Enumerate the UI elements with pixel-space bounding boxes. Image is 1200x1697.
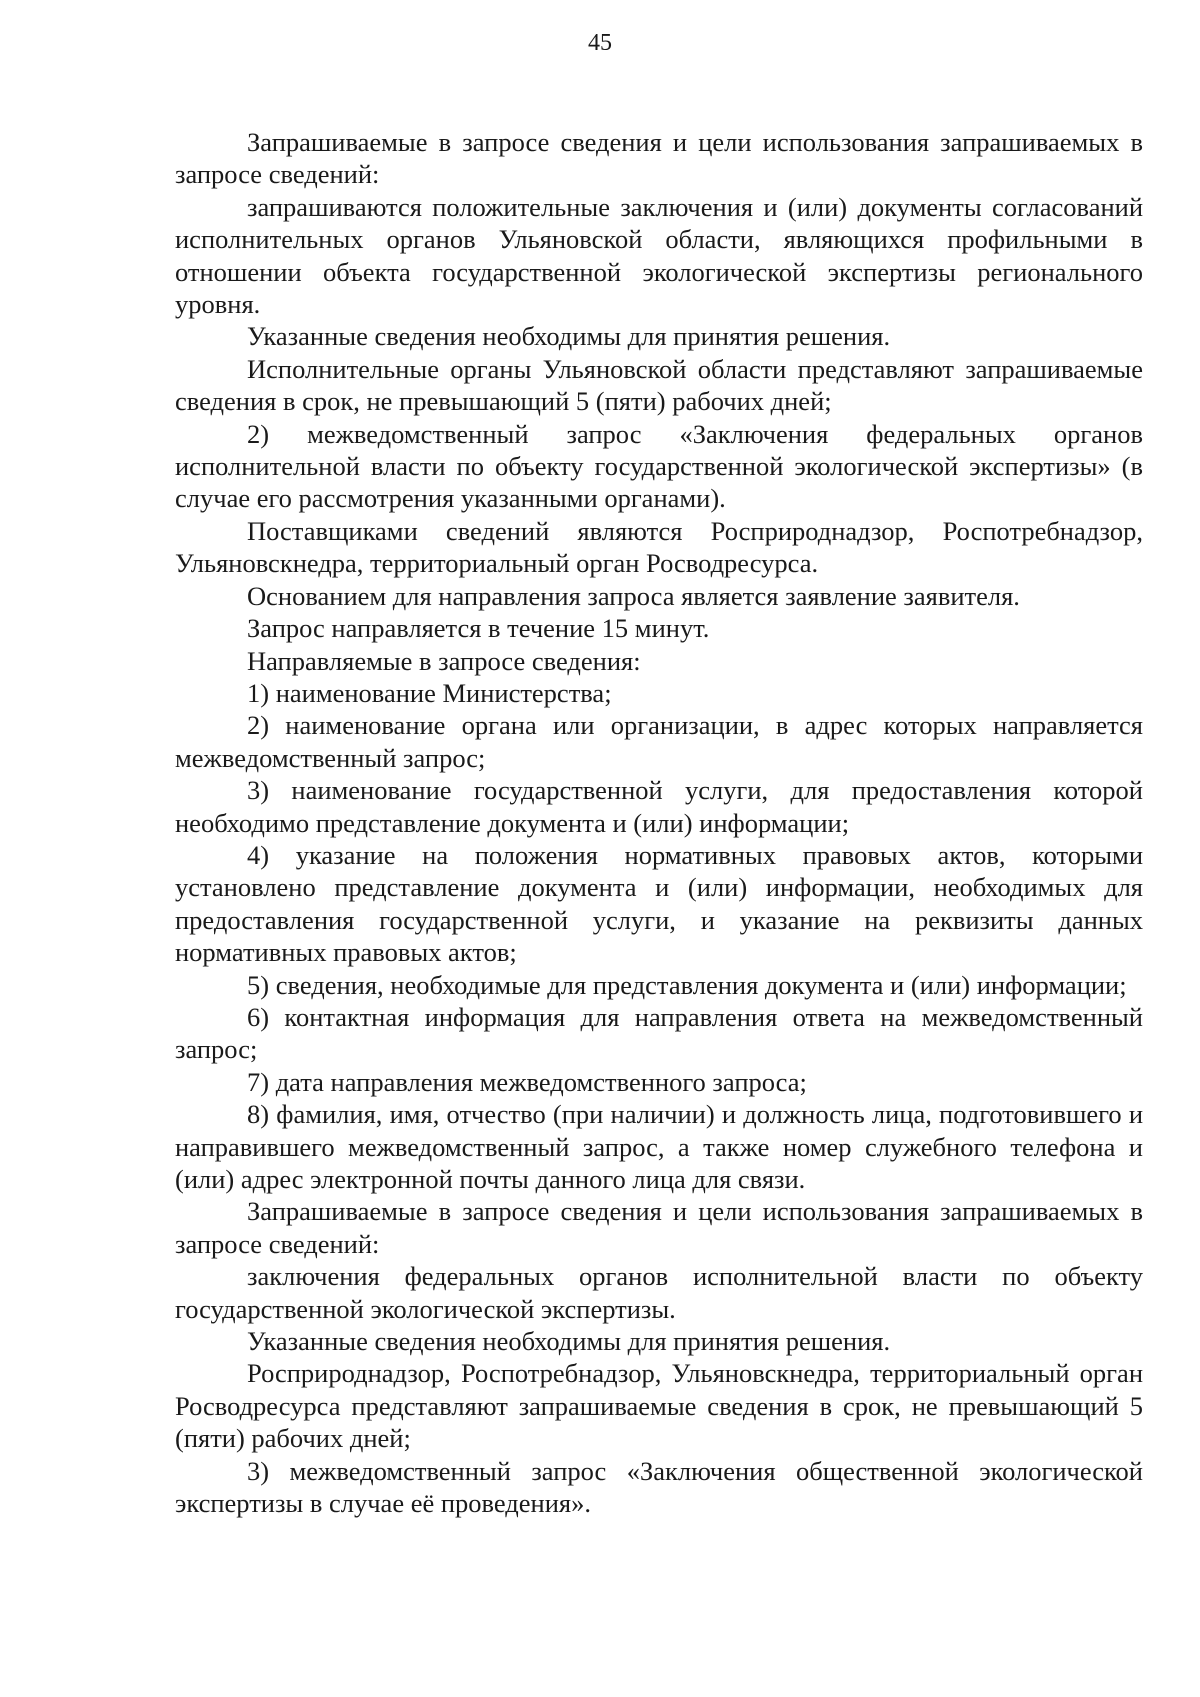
list-item-4: 4) указание на положения нормативных правовых актов, которыми установлено представление документа и (или) информации, необходимых для предоставления государственной услуги, и указание на реквизиты данных нормативных правовых актов; [175, 839, 1143, 968]
paragraph-requested-info-purpose-2: Запрашиваемые в запросе сведения и цели использования запрашиваемых в запросе сведений: [175, 1196, 1143, 1259]
paragraph-info-needed-for-decision: Указанные сведения необходимы для принятия решения. [247, 321, 891, 352]
list-item-8: 8) фамилия, имя, отчество (при наличии) и должность лица, подготовившего и направившего межведомственный запрос, а также номер служебного телефона и (или) адрес электронной почты данного лица для связи. [175, 1099, 1143, 1194]
paragraph-request-basis: Основанием для направления запроса является заявление заявителя. [247, 580, 1020, 611]
page-number: 45 [588, 30, 612, 56]
paragraph-interagency-request-2: 2) межведомственный запрос «Заключения федеральных органов исполнительной власти по объекту государственной экологической экспертизы» (в случае его рассмотрения указанными органами). [175, 418, 1143, 514]
paragraph-federal-conclusions: заключения федеральных органов исполнительной власти по объекту государственной экологической экспертизы. [175, 1261, 1143, 1324]
paragraph-response-deadline: Исполнительные органы Ульяновской области представляют запрашиваемые сведения в срок, не превышающий 5 (пяти) рабочих дней; [175, 353, 1143, 417]
paragraph-sent-info-heading: Направляемые в запросе сведения: [247, 645, 641, 676]
list-item-2: 2) наименование органа или организации, в адрес которых направляется межведомственный запрос; [175, 710, 1143, 773]
document-body [175, 126, 1143, 1519]
paragraph-interagency-request-3: 3) межведомственный запрос «Заключения общественной экологической экспертизы в случае её проведения». [175, 1455, 1143, 1519]
list-item-6: 6) контактная информация для направления ответа на межведомственный запрос; [175, 1001, 1143, 1065]
paragraph-request-timing: Запрос направляется в течение 15 минут. [247, 613, 710, 644]
paragraph-federal-response-deadline: Росприроднадзор, Роспотребнадзор, Ульяновскнедра, территориальный орган Росводресурса представляют запрашиваемые сведения в срок, не превышающий 5 (пяти) рабочих дней; [175, 1358, 1143, 1454]
list-item-1: 1) наименование Министерства; [247, 677, 612, 708]
paragraph-info-providers: Поставщиками сведений являются Росприроднадзор, Роспотребнадзор, Ульяновскнедра, территориальный орган Росводресурса. [175, 515, 1143, 579]
list-item-7: 7) дата направления межведомственного запроса; [247, 1066, 807, 1097]
list-item-3: 3) наименование государственной услуги, для предоставления которой необходимо представление документа и (или) информации; [175, 775, 1143, 838]
paragraph-info-needed-for-decision-2: Указанные сведения необходимы для принятия решения. [247, 1326, 891, 1357]
paragraph-requested-conclusions: запрашиваются положительные заключения и (или) документы согласований исполнительных органов Ульяновской области, являющихся профильными в отношении объекта государственной экологической экспертизы регионального уровня. [175, 191, 1143, 320]
list-item-5: 5) сведения, необходимые для представления документа и (или) информации; [247, 969, 1127, 1000]
paragraph-requested-info-purpose: Запрашиваемые в запросе сведения и цели использования запрашиваемых в запросе сведений: [175, 127, 1143, 190]
